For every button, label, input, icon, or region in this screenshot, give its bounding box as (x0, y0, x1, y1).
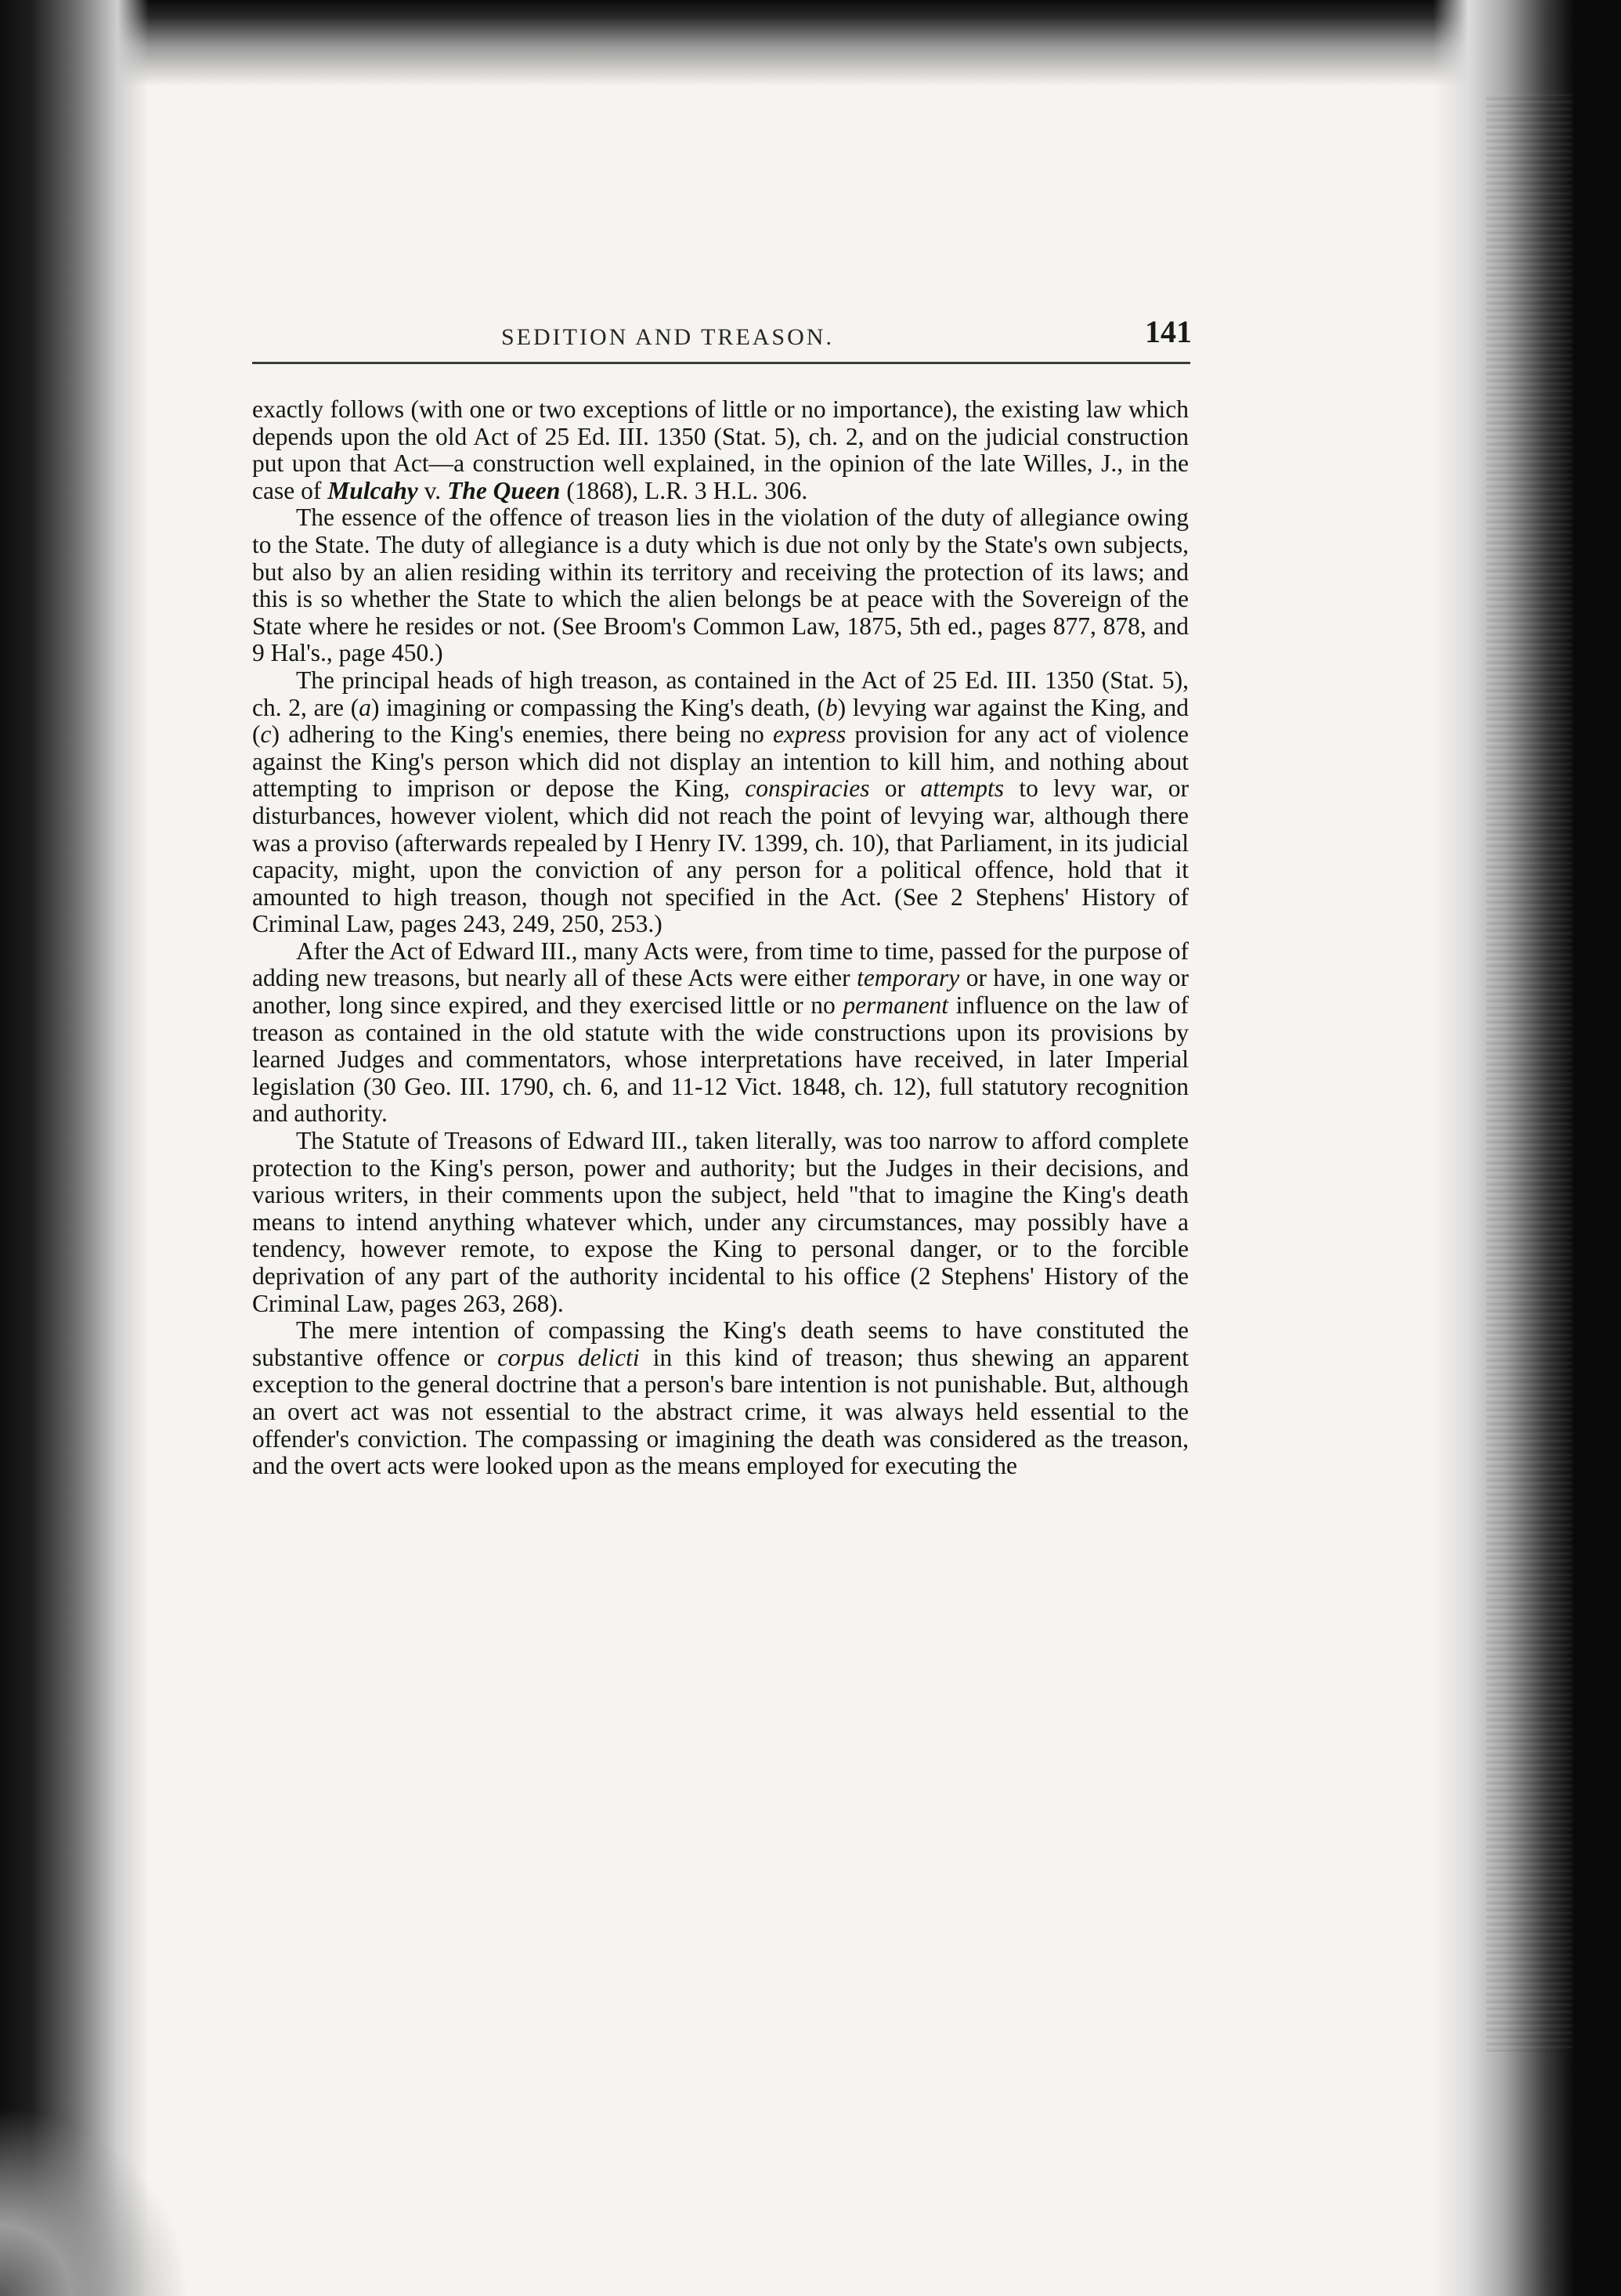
paragraph-text: ) imagining or compassing the King's death, ( (370, 693, 825, 721)
italic-text: c (260, 720, 272, 749)
italic-text: b (825, 693, 838, 721)
italic-text: a (359, 693, 371, 721)
paragraph-text: exactly follows (with one or two exceptions of little or no importance), the existing law which depends upon the old Act of 25 Ed. III. 1350 (Stat. 5), ch. 2, and on the judicial construction put upon that Act—a construction well explained, in the opinion of the late Willes, J., in the case of (252, 395, 1189, 504)
italic-text: corpus delicti (497, 1343, 640, 1371)
running-title: SEDITION AND TREASON. (501, 324, 834, 350)
italic-text: temporary (857, 964, 960, 992)
italic-text: attempts (920, 774, 1005, 803)
italic-text: permanent (843, 991, 949, 1020)
scan-shadow-left (0, 0, 149, 2296)
running-head (252, 313, 1192, 363)
scan-noise-right (1486, 94, 1572, 2052)
paragraph (252, 504, 1189, 667)
paragraph-text: The essence of the offence of treason lies in the violation of the duty of allegiance owing to the State. The duty of allegiance is a duty which is due not only by the State's own subjects, but also by an alien residing within its territory and receiving the protection of its laws; and this is so whether the State to which the alien belongs be at peace with the Sovereign of the State where he resides or not. (See Broom's Common Law, 1875, 5th ed., pages 877, 878, and 9 Hal's., page 450.) (252, 504, 1189, 667)
paragraph (252, 396, 1189, 504)
paragraph-text: in this kind of treason; thus shewing an apparent exception to the general doctrine that a person's bare intention is not punishable. But, although an overt act was not essential to the abstract crime, it was always held essential to the offender's conviction. The compassing or imagining the death was considered as the treason, and the overt acts were looked upon as the means employed for executing the (252, 1343, 1190, 1480)
paragraph-text: v. (417, 476, 448, 504)
scan-shadow-bottom-left (0, 2092, 204, 2296)
body-text (252, 396, 1189, 1480)
paragraph-text: or (869, 774, 921, 803)
paragraph-text: or have, in one way or another, long since expired, and they exercised little or no (252, 964, 1189, 1020)
paragraph-text: provision for any act of violence against the King's person which did not display an intention to kill him, and nothing about attempting to imprison or depose the King, (252, 720, 1189, 803)
paragraph-text: ) levying war against the King, and ( (252, 693, 1189, 749)
paragraph-text: influence on the law of treason as contained in the old statute with the wide constructions upon its provisions by learned Judges and commentators, whose interpretations have received, in later Imperial legislation (30 Geo. III. 1790, ch. 6, and 11-12 Vict. 1848, ch. 12), full statutory recognition and authority. (252, 991, 1189, 1128)
paragraph (252, 1317, 1189, 1480)
paragraph-text: ) adhering to the King's enemies, there being no (271, 720, 773, 749)
scan-shadow-top (0, 0, 1621, 86)
italic-text: express (772, 720, 847, 749)
paragraph (252, 667, 1189, 938)
paragraph-text: (1868), L.R. 3 H.L. 306. (560, 476, 808, 504)
paragraph (252, 938, 1189, 1128)
paragraph (252, 1128, 1189, 1317)
paragraph-text: After the Act of Edward III., many Acts were, from time to time, passed for the purpose of adding new treasons, but nearly all of these Acts were either (252, 937, 1189, 992)
paragraph-text: The principal heads of high treason, as contained in the Act of 25 Ed. III. 1350 (Stat. 5), ch. 2, are ( (252, 666, 1189, 721)
paragraph-text: The Statute of Treasons of Edward III., taken literally, was too narrow to afford complete protection to the King's person, power and authority; but the Judges in their decisions, and various writers, in their comments upon the subject, held "that to imagine the King's death means to intend anything whatever which, under any circumstances, may possibly have a tendency, however remote, to expose the King to personal danger, or to the forcible deprivation of any part of the authority incidental to his office (2 Stephens' History of the Criminal Law, pages 263, 268). (252, 1127, 1189, 1317)
case-name: The Queen (447, 476, 561, 504)
header-rule (252, 362, 1190, 364)
paragraph-text: to levy war, or disturbances, however violent, which did not reach the point of levying war, although there was a proviso (afterwards repealed by I Henry IV. 1399, ch. 10), that Parliament, in its judicial capacity, might, upon the conviction of any person for a political offence, hold that it amounted to high treason, though not specified in the Act. (See 2 Stephens' History of Criminal Law, pages 243, 249, 250, 253.) (252, 774, 1189, 938)
paragraph-text: The mere intention of compassing the King's death seems to have constituted the substantive offence or (252, 1316, 1189, 1371)
page-number: 141 (1145, 314, 1192, 349)
italic-text: conspiracies (745, 774, 870, 803)
case-name: Mulcahy (327, 476, 418, 504)
